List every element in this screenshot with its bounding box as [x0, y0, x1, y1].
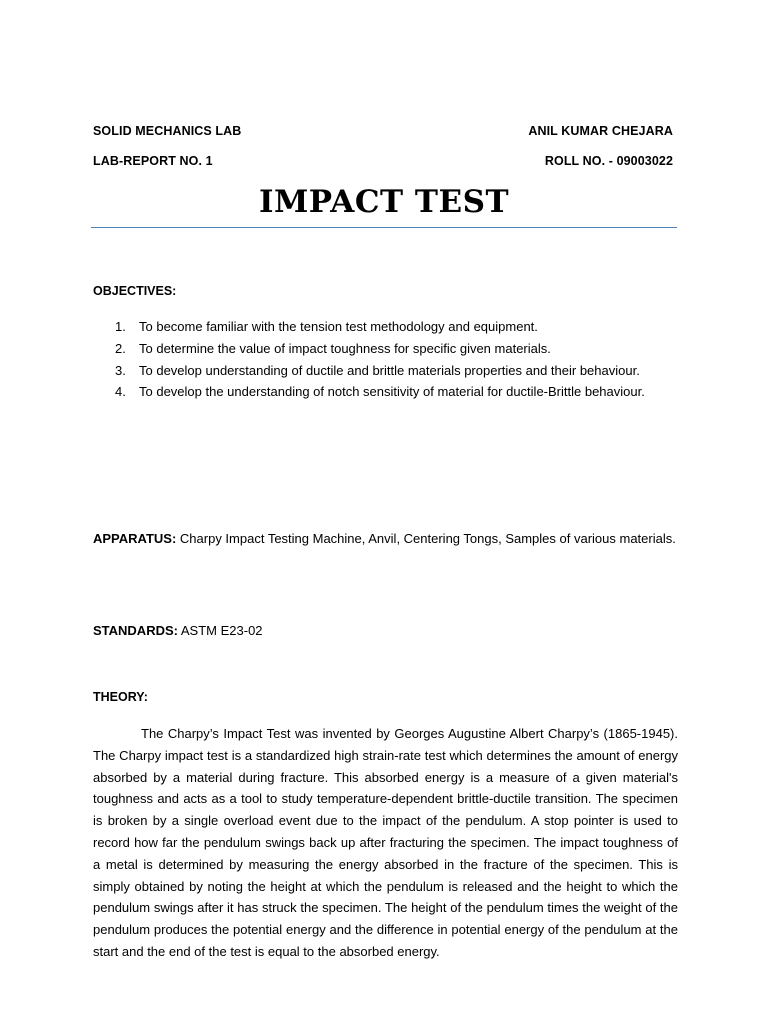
document-title: IMPACT TEST [258, 184, 510, 220]
theory-paragraph: The Charpy’s Impact Test was invented by Georges Augustine Albert Charpy’s (1865-1945). The Charpy impact test is a standardized high strain-rate test which determines the amount of energy absorbed by a material during fracture. This absorbed energy is a measure of a given material's toughness and acts as a tool to study temperature-dependent brittle-ductile transition. The specimen is broken by a single overload event due to the impact of the pendulum. A stop pointer is used to record how far the pendulum swings back up after fracturing the specimen. The impact toughness of a metal is determined by measuring the energy absorbed in the fracture of the specimen. This is simply obtained by noting the height at which the pendulum is released and the height to which the pendulum swings after it has struck the specimen. The height of the pendulum times the weight of the pendulum produces the potential energy and the difference in potential energy of the pendulum at the start and the end of the test is equal to the absorbed energy. [93, 726, 678, 959]
list-item [93, 381, 678, 403]
apparatus-text: Charpy Impact Testing Machine, Anvil, Centering Tongs, Samples of various materials. [176, 531, 676, 546]
author-name: ANIL KUMAR CHEJARA [528, 124, 673, 138]
list-item [93, 338, 678, 360]
standards-text: ASTM E23-02 [177, 623, 263, 638]
list-item-text: To develop the understanding of notch sensitivity of material for ductile-Brittle behaviour. [139, 384, 645, 400]
standards-section [93, 620, 679, 642]
list-item-number: 3. [115, 362, 126, 378]
list-item-text: To become familiar with the tension test methodology and equipment. [139, 319, 538, 334]
roll-number: ROLL NO. - 09003022 [544, 154, 673, 168]
standards-label: STANDARDS: [93, 623, 178, 638]
header-row-2 [93, 154, 673, 168]
header-row-1 [93, 124, 673, 138]
list-item-text: To determine the value of impact toughness for specific given materials. [139, 340, 551, 356]
list-item-number: 2. [115, 340, 126, 356]
apparatus-label: APPARATUS: [93, 531, 177, 546]
list-item-text: To develop understanding of ductile and brittle materials properties and their behaviour. [139, 362, 640, 378]
list-item-number: 4. [115, 384, 126, 400]
theory-heading: THEORY: [93, 690, 148, 704]
list-item-number: 1. [115, 319, 126, 334]
course-name: SOLID MECHANICS LAB [93, 124, 242, 138]
title-underline [91, 227, 677, 228]
objectives-heading: OBJECTIVES: [93, 284, 177, 298]
report-number: LAB-REPORT NO. 1 [93, 154, 213, 168]
list-item [93, 316, 678, 338]
objectives-list [93, 316, 678, 403]
apparatus-section [93, 528, 679, 550]
list-item [93, 360, 678, 382]
